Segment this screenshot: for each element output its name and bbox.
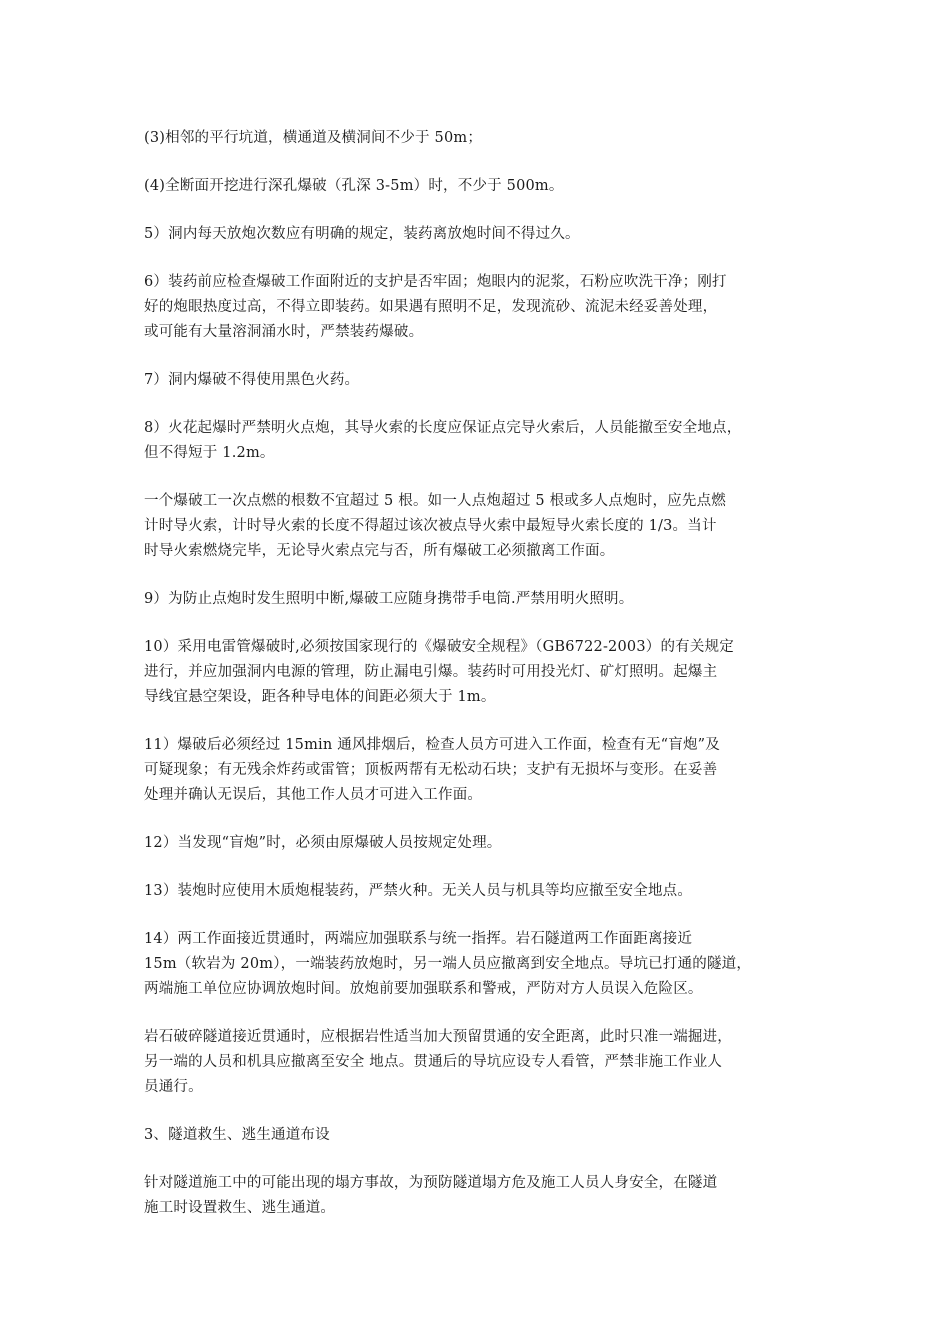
text-line: 6）装药前应检查爆破工作面附近的支护是否牢固；炮眼内的泥浆，石粉应吹洗干净；刚打: [144, 274, 727, 290]
text-line: 可疑现象；有无残余炸药或雷管；顶板两帮有无松动石块；支护有无损坏与变形。在妥善: [144, 762, 718, 778]
paragraph: [144, 1171, 819, 1221]
text-line: 两端施工单位应协调放炮时间。放炮前要加强联系和警戒，严防对方人员误入危险区。: [144, 981, 703, 997]
text-line: 好的炮眼热度过高，不得立即装药。如果遇有照明不足，发现流砂、流泥未经妥善处理，: [144, 299, 718, 315]
text-line: (3)相邻的平行坑道，横通道及横洞间不少于 50m；: [144, 130, 483, 146]
text-line: 15m（软岩为 20m），一端装药放炮时，另一端人员应撤离到安全地点。导坑已打通的隧道，: [144, 956, 752, 972]
text-line: 10）采用电雷管爆破时,必须按国家现行的《爆破安全规程》（GB6722-2003）的有关规定: [144, 639, 734, 655]
paragraph: [144, 927, 819, 1002]
text-line: 另一端的人员和机具应撤离至安全 地点。贯通后的导坑应设专人看管，严禁非施工作业人: [144, 1054, 723, 1070]
text-line: 12）当发现“盲炮”时，必须由原爆破人员按规定处理。: [144, 835, 502, 851]
paragraph: [144, 489, 819, 564]
paragraph: [144, 831, 819, 856]
text-line: 3、隧道救生、逃生通道布设: [144, 1127, 330, 1143]
paragraph: [144, 222, 819, 247]
text-line: 岩石破碎隧道接近贯通时，应根据岩性适当加大预留贯通的安全距离，此时只准一端掘进，: [144, 1029, 732, 1045]
text-line: 11）爆破后必须经过 15min 通风排烟后，检查人员方可进入工作面，检查有无“盲炮”及: [144, 737, 720, 753]
paragraph: [144, 879, 819, 904]
text-line: 时导火索燃烧完毕，无论导火索点完与否，所有爆破工必须撤离工作面。: [144, 543, 615, 559]
text-line: 9）为防止点炮时发生照明中断,爆破工应随身携带手电筒.严禁用明火照明。: [144, 591, 634, 607]
text-line: 14）两工作面接近贯通时，两端应加强联系与统一指挥。岩石隧道两工作面距离接近: [144, 931, 693, 947]
paragraph: [144, 1025, 819, 1100]
paragraph: [144, 587, 819, 612]
text-line: 5）洞内每天放炮次数应有明确的规定，装药离放炮时间不得过久。: [144, 226, 580, 242]
text-line: 进行，并应加强洞内电源的管理，防止漏电引爆。装药时可用投光灯、矿灯照明。起爆主: [144, 664, 718, 680]
text-line: 或可能有大量溶洞涌水时，严禁装药爆破。: [144, 324, 424, 340]
text-line: 13）装炮时应使用木质炮棍装药，严禁火种。无关人员与机具等均应撤至安全地点。: [144, 883, 693, 899]
text-line: 一个爆破工一次点燃的根数不宜超过 5 根。如一人点炮超过 5 根或多人点炮时，应先点燃: [144, 493, 726, 509]
text-line: 8）火花起爆时严禁明火点炮，其导火索的长度应保证点完导火索后，人员能撤至安全地点，: [144, 420, 742, 436]
paragraph: [144, 635, 819, 710]
text-line: 员通行。: [144, 1079, 203, 1095]
text-line: 7）洞内爆破不得使用黑色火药。: [144, 372, 360, 388]
paragraph: [144, 270, 819, 345]
text-line: 施工时设置救生、逃生通道。: [144, 1200, 336, 1216]
paragraph: [144, 174, 819, 199]
text-line: 计时导火索，计时导火索的长度不得超过该次被点导火索中最短导火索长度的 1/3。当计: [144, 518, 717, 534]
text-line: 但不得短于 1.2m。: [144, 445, 275, 461]
paragraph: [144, 733, 819, 808]
paragraph: [144, 416, 819, 466]
text-line: 导线宜悬空架设，距各种导电体的间距必须大于 1m。: [144, 689, 496, 705]
document-page: [144, 126, 819, 1244]
paragraph: [144, 126, 819, 151]
text-line: (4)全断面开挖进行深孔爆破（孔深 3-5m）时，不少于 500m。: [144, 178, 564, 194]
text-line: 针对隧道施工中的可能出现的塌方事故，为预防隧道塌方危及施工人员人身安全，在隧道: [144, 1175, 718, 1191]
paragraph: [144, 368, 819, 393]
section-heading: [144, 1123, 819, 1148]
text-line: 处理并确认无误后，其他工作人员才可进入工作面。: [144, 787, 483, 803]
